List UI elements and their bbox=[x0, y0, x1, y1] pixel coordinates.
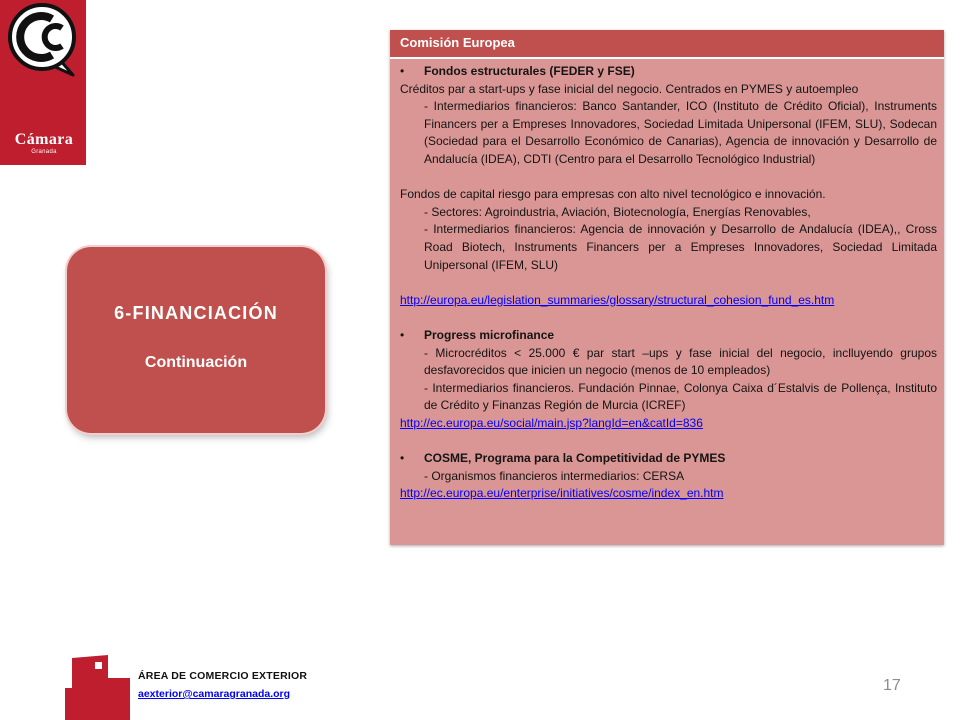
venture-capital-sectors: - Sectores: Agroindustria, Aviación, Biotecnología, Energías Renovables, bbox=[424, 204, 811, 219]
feder-link-row bbox=[400, 292, 937, 310]
cosme-heading: COSME, Programa para la Competitividad de PYMES bbox=[424, 451, 726, 466]
cosme-link-row bbox=[400, 485, 937, 503]
brand-name: Cámara bbox=[14, 131, 74, 148]
section-title-box bbox=[67, 247, 325, 433]
bullet-marker: • bbox=[400, 64, 405, 78]
progress-link[interactable]: http://ec.europa.eu/social/main.jsp?langId=en&catId=836 bbox=[400, 415, 703, 430]
section-title: 6-FINANCIACIÓN bbox=[114, 303, 278, 323]
venture-capital-intro: Fondos de capital riesgo para empresas con alto nivel tecnológico e innovación. bbox=[400, 187, 826, 202]
progress-heading: Progress microfinance bbox=[424, 327, 555, 342]
panel-body bbox=[390, 59, 944, 503]
venture-capital-intermediaries: - Intermediarios financieros: Agencia de innovación y Desarrollo de Andalucía (IDEA),, Cross Road Biotech, Instruments Financers per a Empreses Innovadores, Sociedad Limitada Unipersonal (IFEM, SLU) bbox=[424, 222, 937, 272]
footer-area-label: ÁREA DE COMERCIO EXTERIOR bbox=[138, 670, 308, 682]
comision-europea-panel bbox=[390, 30, 944, 545]
page-number: 17 bbox=[883, 677, 901, 694]
panel-header: Comisión Europea bbox=[390, 30, 944, 59]
feder-heading: Fondos estructurales (FEDER y FSE) bbox=[424, 64, 635, 78]
bullet-marker: • bbox=[400, 451, 405, 466]
bullet-marker: • bbox=[400, 327, 405, 342]
cosme-organisms: - Organismos financieros intermediarios: CERSA bbox=[424, 468, 685, 483]
camara-cc-logo-icon bbox=[1, 1, 85, 77]
feder-credits-intermediaries: - Intermediarios financieros: Banco Santander, ICO (Instituto de Crédito Oficial), Instruments Financers per a Empreses Innovadores, Sociedad Limitada Unipersonal (IFEM, SLU), Sodecan (Sociedad para el Desarrollo Económico de Canarias), Agencia de innovación y Desarrollo de Andalucía (IDEA), CDTI (Centro para el Desarrollo Tecnológico Industrial) bbox=[424, 99, 937, 166]
brand-block bbox=[0, 0, 86, 165]
progress-intermediaries: - Intermediarios financieros. Fundación Pinnae, Colonya Caixa d´Estalvis de Pollença, Instituto de Crédito y Finanzas Región de Murcia (ICREF) bbox=[424, 380, 937, 413]
feder-credits-intro: Créditos par a start-ups y fase inicial del negocio. Centrados en PYMES y autoempleo bbox=[400, 81, 859, 96]
feder-link[interactable]: http://europa.eu/legislation_summaries/glossary/structural_cohesion_fund_es.htm bbox=[400, 292, 835, 307]
progress-link-row bbox=[400, 415, 937, 433]
brand-city: Granada bbox=[31, 149, 57, 155]
footer-email-link[interactable]: aexterior@camaragranada.org bbox=[138, 688, 291, 700]
section-subtitle: Continuación bbox=[144, 354, 248, 371]
feder-heading-row bbox=[400, 63, 937, 81]
cosme-heading-row bbox=[400, 450, 937, 468]
progress-microcredits: - Microcréditos < 25.000 € par start –ups y fase inicial del negocio, inclluyendo grupos desfavorecidos que inicien un negocio (menos de 10 empleados) bbox=[424, 345, 937, 378]
progress-heading-row bbox=[400, 327, 937, 345]
cosme-link[interactable]: http://ec.europa.eu/enterprise/initiatives/cosme/index_en.htm bbox=[400, 486, 724, 501]
camara-building-icon bbox=[62, 652, 134, 720]
